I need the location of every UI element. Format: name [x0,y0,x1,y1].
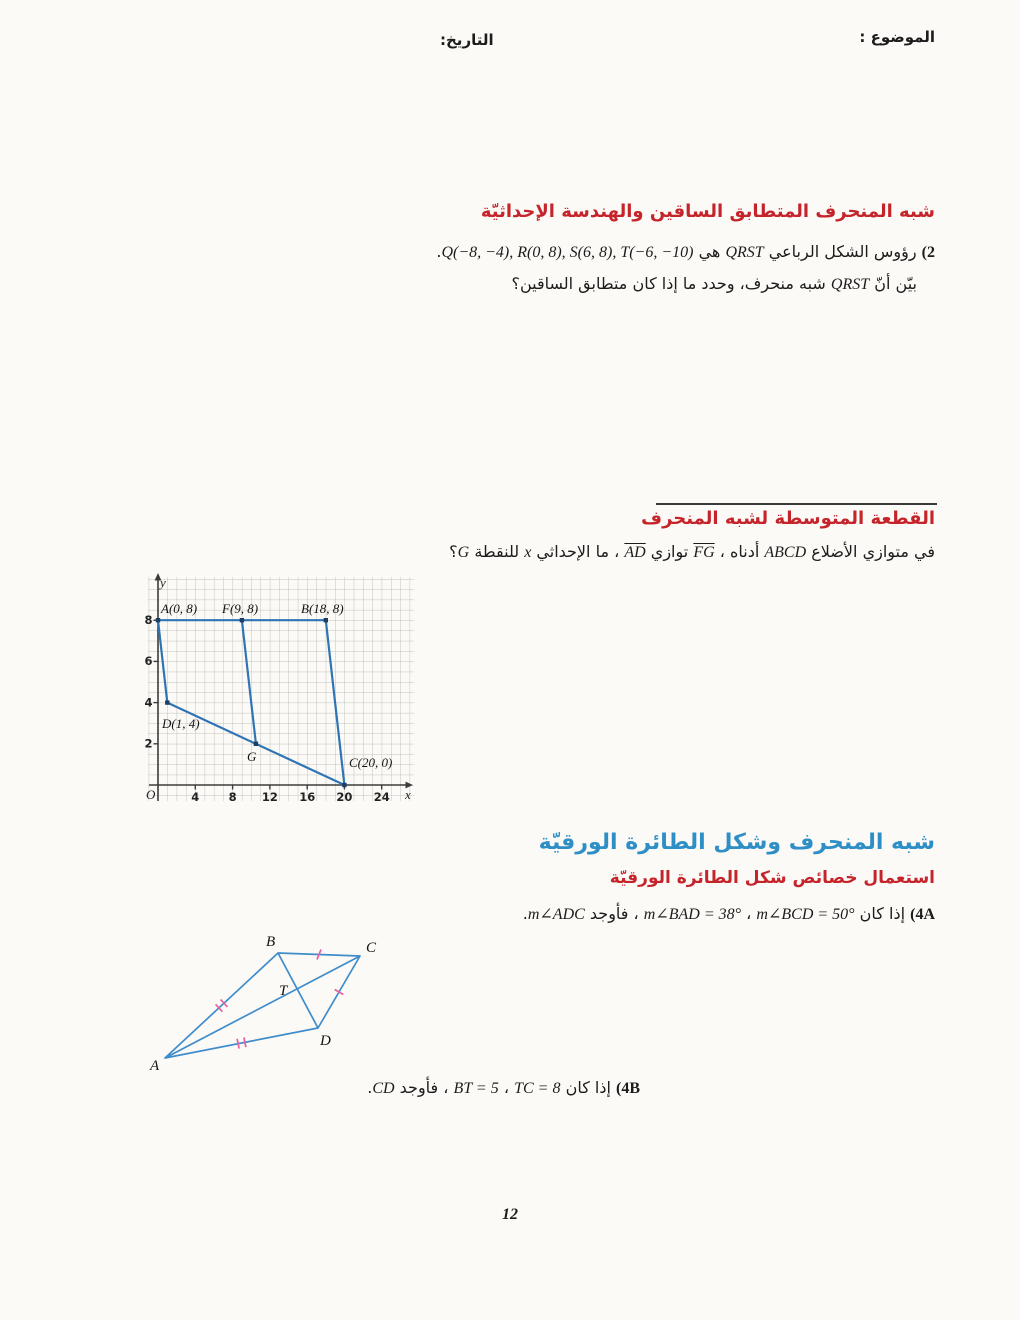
problem-4b-period: . [367,1078,373,1097]
problem-4b-math-tc: TC = 8 [514,1080,561,1097]
problem-4a-period: . [522,904,528,923]
midseg-math-x: x [524,544,532,561]
problem-4a-comma: ، [746,904,752,923]
problem-4a-text-1: إذا كان [859,904,906,923]
midseg-text-2: أدناه ، [719,542,760,561]
label-point-g: G [247,749,257,764]
midsegment-question [235,540,935,566]
kite-label-b: B [266,934,276,950]
tick-ad-2 [237,1039,239,1049]
point-d [165,700,169,704]
problem-2-line-2 [257,272,917,298]
point-g [254,742,258,746]
problem-4a-line [235,902,935,928]
section-title-midsegment: القطعة المتوسطة لشبه المنحرف [641,508,935,529]
point-a [156,618,160,622]
label-point-b: B(18, 8) [301,601,344,616]
problem-2-line2-math-qrst: QRST [830,276,870,293]
midseg-text-1: في متوازي الأضلاع [811,542,935,561]
problem-4a-math-bcd: m∠BCD = 50° [756,906,855,923]
tick-ad-1 [244,1037,246,1047]
y-tick-6: 6 [144,654,153,669]
midseg-text-3: توازي [650,542,689,561]
tick-cd [335,990,344,995]
section-subtitle-kite-properties: استعمال خصائص شكل الطائرة الورقيّة [609,868,935,888]
point-b [324,618,328,622]
problem-4a-text-2: ، فأوجد [589,904,639,923]
problem-2-line-1 [255,240,935,266]
problem-2-line2-text-2: شبه منحرف، وحدد ما إذا كان متطابق الساقين؟ [511,274,826,293]
section-title-kite: شبه المنحرف وشكل الطائرة الورقيّة [538,830,935,855]
y-tick-2: 2 [144,736,153,751]
x-tick-24: 24 [373,790,390,804]
section-title-trapezoid-coords: شبه المنحرف المتطابق الساقين والهندسة الإحداثيّة [480,201,935,222]
x-tick-8: 8 [228,790,237,804]
midseg-math-ad-segment: $\overline{AD}$ [624,544,646,561]
x-tick-16: 16 [299,790,316,804]
problem-4b-line [320,1076,640,1102]
midseg-math-abcd: ABCD [764,544,807,561]
problem-4a-math-adc: m∠ADC [527,906,585,923]
x-axis-label: x [405,787,411,802]
date-label: التاريخ: [440,31,494,49]
kite-label-d: D [320,1033,331,1049]
point-f [240,618,244,622]
problem-2-text-2: هي [698,242,721,261]
problem-2-math-qrst: QRST [725,244,764,261]
y-axis-label: y [160,575,166,590]
problem-2-period: . [436,242,442,261]
problem-2-number: (2 [921,244,935,261]
kite-label-a: A [150,1058,160,1074]
problem-2-line2-text-1: بيّن أنّ [874,274,917,293]
coordinate-graph [143,571,435,815]
problem-4b-text-1: إذا كان [565,1078,611,1097]
kite-label-t: T [279,983,288,999]
x-tick-20: 20 [336,790,353,804]
section-divider-rule [656,503,937,505]
kite-label-c: C [366,940,377,956]
problem-4b-text-2: ، فأوجد [399,1078,449,1097]
problem-2-text-1: رؤوس الشكل الرباعي [768,242,917,261]
problem-2-math-coordinates: Q(−8, −4), R(0, 8), S(6, 8), T(−6, −10) [441,244,694,261]
y-tick-8: 8 [144,613,153,627]
problem-4b-math-bt: BT = 5 [453,1080,499,1097]
x-tick-12: 12 [261,790,278,804]
midseg-text-5: للنقطة [474,542,520,561]
problem-4b-number: (4B [616,1080,640,1097]
midseg-math-fg-segment: $\overline{FG}$ [693,544,715,561]
label-point-a: A(0, 8) [161,601,198,616]
y-tick-4: 4 [144,695,153,710]
page-number: 12 [502,1206,518,1223]
midseg-math-g: G [457,544,470,561]
problem-4b-math-cd: CD [372,1080,395,1097]
point-c [342,783,346,787]
x-tick-4: 4 [191,790,200,804]
label-point-d: D(1, 4) [162,716,200,731]
label-point-f: F(9, 8) [222,601,259,616]
subject-label: الموضوع : [859,28,935,46]
label-point-c: C(20, 0) [349,755,393,770]
problem-4a-math-bad: m∠BAD = 38° [643,906,742,923]
origin-label: O [146,787,156,802]
midseg-text-4: ، ما الإحداثي [536,542,620,561]
midseg-question-mark: ؟ [449,542,458,561]
problem-4a-number: (4A [910,906,935,923]
problem-4b-comma: ، [503,1078,509,1097]
kite-figure [140,928,398,1086]
